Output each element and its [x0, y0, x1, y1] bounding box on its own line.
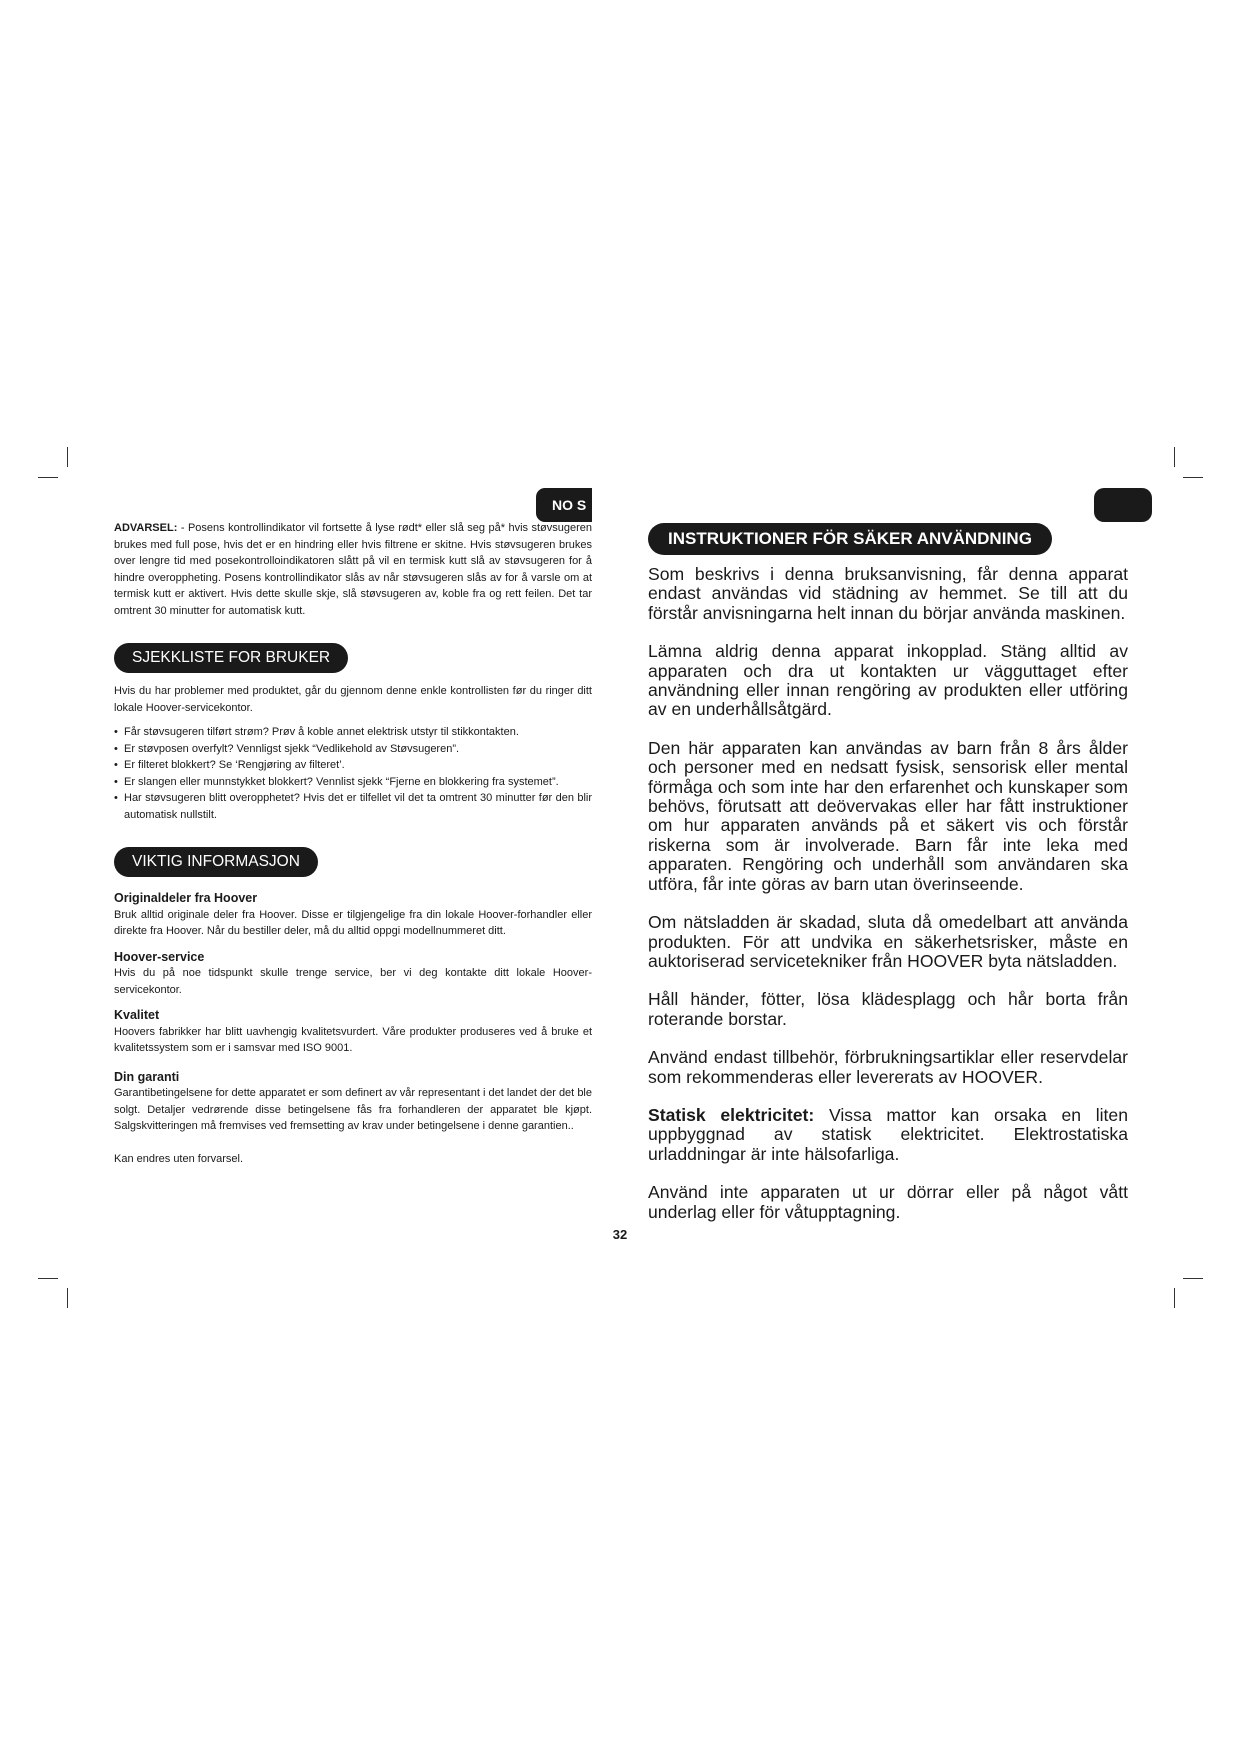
static-text: Vissa mattor kan orsaka en liten uppbyggnad av statisk elektricitet. Elektrostatiska urladdningar är inte hälsofarliga. [648, 1104, 1128, 1164]
safety-paragraph: Den här apparaten kan användas av barn från 8 års ålder och personer med en nedsatt fysisk, sensorisk eller mental förmåga och som inte har den erfarenhet och kunskaper som behövs, förutsatt att deövervakas eller har fått instruktioner om hur apparaten används på et säkert vis och förstår riskerna som är involverade. Barn får inte leka med apparaten. Rengöring och underhåll som användaren ska utföra, får inte göras av barn utan överinseende. [648, 737, 1128, 894]
section-text: Garantibetingelsene for dette apparatet er som definert av vår representant i det landet der det ble solgt. Detaljer vedrørende disse betingelsene fås fra forhandleren der apparatet ble kjøpt. Salgskvitteringen må fremvises ved fremsetting av krav under betingelsene i denne garantien.. [114, 1087, 592, 1132]
checklist-item: • Får støvsugeren tilført strøm? Prøv å koble annet elektrisk utstyr til stikkontakten. [114, 724, 592, 741]
safety-heading: INSTRUKTIONER FÖR SÄKER ANVÄNDNING [648, 523, 1052, 555]
safety-paragraph: Lämna aldrig denna apparat inkopplad. Stäng alltid av apparaten och dra ut kontakten ur vägguttaget efter användning eller innan rengöring av produkten eller utföring av en underhållsåtgärd. [648, 641, 1128, 720]
section-heading: Din garanti [114, 1069, 180, 1084]
safety-paragraph: Använd endast tillbehör, förbrukningsartiklar eller reservdelar som rekommenderas eller levererats av HOOVER. [648, 1047, 1128, 1087]
right-column [648, 523, 1128, 1241]
crop-mark [38, 1278, 58, 1279]
crop-mark [1174, 1288, 1175, 1308]
language-tab-right [1094, 488, 1152, 522]
static-paragraph [648, 1106, 1128, 1164]
footer-note: Kan endres uten forvarsel. [114, 1152, 244, 1165]
checklist-item: • Er filteret blokkert? Se ‘Rengjøring av filteret’. [114, 757, 592, 774]
warning-paragraph [114, 520, 592, 619]
section-text: Hoovers fabrikker har blitt uavhengig kvalitetsvurdert. Våre produkter produseres ved å bruke et kvalitetssystem som er i samsvar med ISO 9001. [114, 1025, 592, 1054]
crop-mark [67, 447, 68, 467]
section-heading: Kvalitet [114, 1008, 160, 1022]
section-heading: Hoover-service [114, 949, 205, 964]
section-heading: Originaldeler fra Hoover [114, 891, 258, 905]
checklist-intro: Hvis du har problemer med produktet, går du gjennom denne enkle kontrollisten før du ringer ditt lokale Hoover-servicekontor. [114, 685, 592, 714]
left-column [114, 520, 592, 1167]
crop-mark [38, 477, 58, 478]
checklist [114, 724, 592, 823]
page-number: 32 [612, 1227, 628, 1242]
crop-mark [1183, 477, 1203, 478]
checklist-item: • Er slangen eller munnstykket blokkert? Vennlist sjekk “Fjerne en blokkering fra systemet”. [114, 774, 592, 791]
crop-mark [1174, 447, 1175, 467]
language-tab-no: NO S [536, 488, 592, 522]
static-label: Statisk elektricitet: [648, 1104, 815, 1125]
safety-paragraph: Om nätsladden är skadad, sluta då omedelbart att använda produkten. För att undvika en säkerhetsrisker, måste en auktoriserad servicetekniker från HOOVER byta nätsladden. [648, 912, 1128, 971]
checklist-item: • Er støvposen overfylt? Vennligst sjekk “Vedlikehold av Støvsugeren”. [114, 741, 592, 758]
warning-text: - Posens kontrollindikator vil fortsette å lyse rødt* eller slå seg på* hvis støvsugeren brukes med full pose, hvis det er en hindring eller hvis filtrene er skitne. Hvis støvsugeren brukes over lengre tid med posekontrolloindikatoren slått på vil en termisk kutt slå av støvsugeren for å hindre overoppheting. Posens kontrollindikator slås av når støvsugeren slås av for å varsle om at termisk kutt er aktivert. Hvis dette skulle skje, slå støvsugeren av, koble fra og rett feilen. Det tar omtrent 30 minutter for automatisk kutt. [114, 522, 592, 617]
warning-label: ADVARSEL: [114, 522, 178, 534]
safety-paragraph: Som beskrivs i denna bruksanvisning, får denna apparat endast användas vid städning av hemmet. Se till att du förstår anvisningarna helt innan du börjar använda maskinen. [648, 564, 1128, 623]
crop-mark [1183, 1278, 1203, 1279]
safety-paragraph: Håll händer, fötter, lösa klädesplagg och hår borta från roterande borstar. [648, 989, 1128, 1029]
info-heading: VIKTIG INFORMASJON [114, 847, 318, 877]
section-text: Bruk alltid originale deler fra Hoover. Disse er tilgjengelige fra din lokale Hoover-forhandler eller direkte fra Hoover. Når du bestiller deler, må du alltid oppgi modellnummeret ditt. [114, 908, 592, 937]
section-text: Hvis du på noe tidspunkt skulle trenge service, ber vi deg kontakte ditt lokale Hoover-servicekontor. [114, 967, 592, 996]
checklist-item: • Har støvsugeren blitt overopphetet? Hvis det er tilfellet vil det ta omtrent 30 minutter før den blir automatisk nullstilt. [114, 790, 592, 823]
safety-paragraph: Använd inte apparaten ut ur dörrar eller på något vått underlag eller för våtupptagning. [648, 1182, 1128, 1222]
checklist-heading: SJEKKLISTE FOR BRUKER [114, 643, 348, 673]
crop-mark [67, 1288, 68, 1308]
